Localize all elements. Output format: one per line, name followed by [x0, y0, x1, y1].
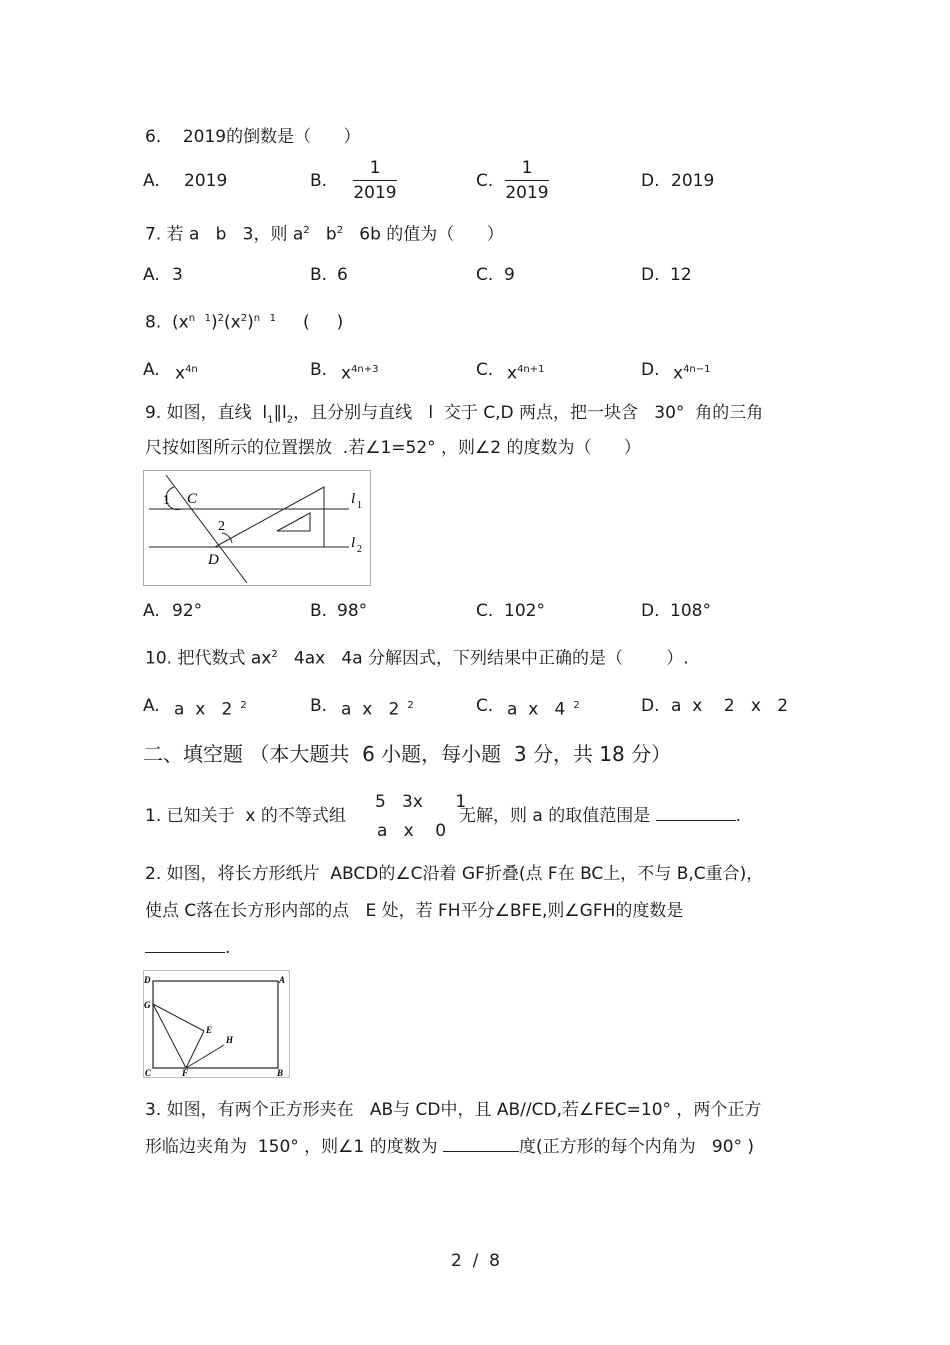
q6-b-numerator: 1 [369, 158, 381, 178]
q6-b-denominator: 2019 [353, 183, 397, 203]
transversal-line [166, 475, 247, 583]
label-c: C [145, 1068, 152, 1077]
label-g: G [144, 1000, 151, 1010]
rectangle-abcd [153, 981, 278, 1068]
q8-stem-part5: ( ) [275, 312, 344, 333]
q6-b-fraction-bar [353, 180, 397, 181]
q10-option-b-label: B. [310, 696, 328, 716]
q6-stem: 6. 2019的倒数是（ ） [145, 127, 361, 147]
page-number: 2 / 8 [451, 1251, 500, 1271]
f2-figure [143, 970, 290, 1078]
q10-c-exponent: 2 [573, 700, 580, 711]
q10-option-c-label: C. [476, 696, 494, 716]
triangle-ruler [215, 487, 324, 547]
f2-end-period: . [225, 938, 231, 958]
q6-option-a-text: 2019 [184, 171, 228, 191]
q7-stem-part1: 7. 若 a b 3，则 a [145, 224, 304, 245]
q7-option-d-label: D. [641, 265, 660, 285]
q8-option-a-label: A. [143, 360, 160, 380]
q10-sup-1: 2 [271, 649, 278, 660]
q8-a-base: x [175, 363, 186, 384]
q8-d-exponent: 4n−1 [683, 364, 711, 375]
q9-option-a-label: A. [143, 601, 160, 621]
f3-line2 [145, 1137, 754, 1157]
f3-line1: 3. 如图，有两个正方形夹在 AB与 CD中，且 AB//CD,若∠FEC=10° ，两个正方 [145, 1100, 762, 1120]
q8-d-base: x [673, 363, 684, 384]
f3-line2-part-b: 度(正方形的每个内角为 90° ) [519, 1137, 755, 1157]
q10-a-text: a x 2 [174, 699, 233, 720]
q8-stem-part3: (x [224, 312, 241, 333]
label-angle-1: 1 [163, 493, 170, 508]
f1-system-row2: a x 0 [377, 821, 447, 841]
q6-c-fraction-bar [505, 180, 549, 181]
q7-option-a-label: A. [143, 265, 160, 285]
q10-b-text: a x 2 [341, 699, 400, 720]
q8-option-d-expr [673, 360, 711, 384]
q6-option-d-text: 2019 [671, 171, 715, 191]
q8-stem-part2: ) [210, 312, 218, 333]
f2-line1: 2. 如图，将长方形纸片 ABCD的∠C沿着 GF折叠(点 F在 BC上，不与 B,C重合)， [145, 864, 764, 884]
q9-sub-1: 1 [267, 414, 274, 426]
q10-option-a-expr [174, 696, 247, 720]
q7-option-a-text: 3 [172, 265, 183, 285]
q8-option-c-label: C. [476, 360, 494, 380]
q6-option-d-label: D. [641, 171, 660, 191]
q8-b-base: x [341, 363, 352, 384]
triangle-ruler-inner [277, 513, 310, 531]
q7-option-c-text: 9 [504, 265, 515, 285]
q7-sup-2: 2 [336, 225, 344, 236]
q7-option-b-text: 6 [337, 265, 348, 285]
q8-stem-part1: 8. (x [145, 312, 189, 333]
label-point-c: C [187, 491, 198, 507]
q9-line1-part-b: ∥l [273, 403, 287, 423]
f2-answer-blank[interactable] [145, 952, 225, 953]
segment-ge [153, 1004, 204, 1031]
q9-option-d-text: 108° [670, 601, 711, 621]
q10-option-d-text: a x 2 x 2 [671, 696, 789, 716]
q6-c-denominator: 2019 [505, 183, 549, 203]
f1-suffix [459, 806, 741, 826]
q8-sup-1: n 1 [188, 313, 211, 324]
q10-option-d-label: D. [641, 696, 660, 716]
q6-option-b-label: B. [310, 171, 328, 191]
q8-sup-4: n 1 [253, 313, 276, 324]
q7-option-d-text: 12 [670, 265, 692, 285]
label-b: B [277, 1068, 284, 1077]
q10-option-a-label: A. [143, 696, 160, 716]
q8-option-d-label: D. [641, 360, 660, 380]
q9-stem-line1 [145, 403, 763, 430]
q8-a-exponent: 4n [185, 364, 198, 375]
label-angle-2: 2 [218, 519, 225, 534]
f3-line2-part-a: 形临边夹角为 150° ，则∠1 的度数为 [145, 1137, 438, 1157]
q6-option-c-fraction [505, 158, 549, 203]
q8-c-exponent: 4n+1 [517, 364, 545, 375]
fold-line-gf [153, 1004, 186, 1068]
f1-suffix-text: 无解，则 a 的取值范围是 [459, 806, 651, 826]
f3-answer-blank[interactable] [443, 1151, 519, 1152]
q10-c-text: a x 4 [507, 699, 566, 720]
f1-end-period: . [735, 806, 742, 826]
q7-sup-1: 2 [303, 225, 310, 236]
label-f: F [182, 1068, 189, 1077]
q9-option-b-label: B. [310, 601, 328, 621]
q10-option-c-expr [507, 696, 580, 720]
label-point-d: D [208, 552, 219, 568]
q9-line1-part-a: 9. 如图，直线 l [145, 403, 268, 423]
q8-option-c-expr [507, 360, 545, 384]
f2-answer-line [145, 938, 230, 958]
q10-a-exponent: 2 [240, 700, 247, 711]
q9-sub-2: 2 [286, 414, 294, 426]
q8-stem-part4: ) [247, 312, 254, 333]
q6-option-c-label: C. [476, 171, 494, 191]
q10-stem-part2: 4ax 4a 分解因式，下列结果中正确的是（ ）. [277, 648, 689, 669]
q7-option-c-label: C. [476, 265, 494, 285]
q9-option-c-text: 102° [504, 601, 545, 621]
q10-b-exponent: 2 [407, 700, 414, 711]
q9-figure [143, 470, 371, 586]
q8-option-a-expr [175, 360, 198, 384]
section-title: 二、填空题 （本大题共 6 小题，每小题 3 分，共 18 分） [143, 742, 672, 766]
q8-option-b-label: B. [310, 360, 328, 380]
q9-stem-line2: 尺按如图所示的位置摆放 .若∠1=52° ，则∠2 的度数为（ ） [145, 438, 641, 458]
q7-stem [145, 221, 504, 245]
q7-stem-part2: b [309, 224, 337, 245]
q8-stem [145, 309, 343, 333]
q8-c-base: x [507, 363, 518, 384]
q8-sup-3: 2 [240, 313, 248, 324]
angle-2-arc [222, 533, 232, 543]
q9-option-a-text: 92° [172, 601, 203, 621]
q10-stem-part1: 10. 把代数式 ax [145, 648, 272, 669]
f1-system-row1: 5 3x 1 [375, 792, 467, 812]
q7-stem-part3: 6b 的值为（ ） [343, 224, 504, 245]
q6-c-numerator: 1 [521, 158, 533, 178]
q9-figure-diagram [144, 471, 370, 585]
f1-prefix: 1. 已知关于 x 的不等式组 [145, 806, 346, 826]
q9-option-b-text: 98° [337, 601, 368, 621]
label-l2: l [351, 535, 356, 551]
q6-option-a-label: A. [143, 171, 160, 191]
q7-option-b-label: B. [310, 265, 328, 285]
label-a: A [279, 975, 286, 985]
q10-stem [145, 645, 689, 669]
f2-figure-diagram [144, 971, 289, 1077]
q8-sup-2: 2 [217, 313, 224, 324]
q6-option-b-fraction [353, 158, 397, 203]
label-d: D [144, 975, 151, 985]
q9-line1-part-c: ，且分别与直线 l 交于 C,D 两点，把一块含 30° 角的三角 [293, 403, 764, 423]
q8-b-exponent: 4n+3 [351, 364, 379, 375]
label-l1: l [351, 491, 356, 507]
q9-option-d-label: D. [641, 601, 660, 621]
q10-option-b-expr [341, 696, 414, 720]
f2-line2: 使点 C落在长方形内部的点 E 处，若 FH平分∠BFE,则∠GFH的度数是 [145, 901, 684, 921]
label-h: H [226, 1035, 234, 1045]
label-e: E [206, 1025, 213, 1035]
q8-option-b-expr [341, 360, 379, 384]
label-l2-subscript: 2 [357, 544, 362, 555]
label-l1-subscript: 1 [357, 500, 362, 511]
q9-option-c-label: C. [476, 601, 494, 621]
f1-answer-blank[interactable] [656, 820, 736, 821]
